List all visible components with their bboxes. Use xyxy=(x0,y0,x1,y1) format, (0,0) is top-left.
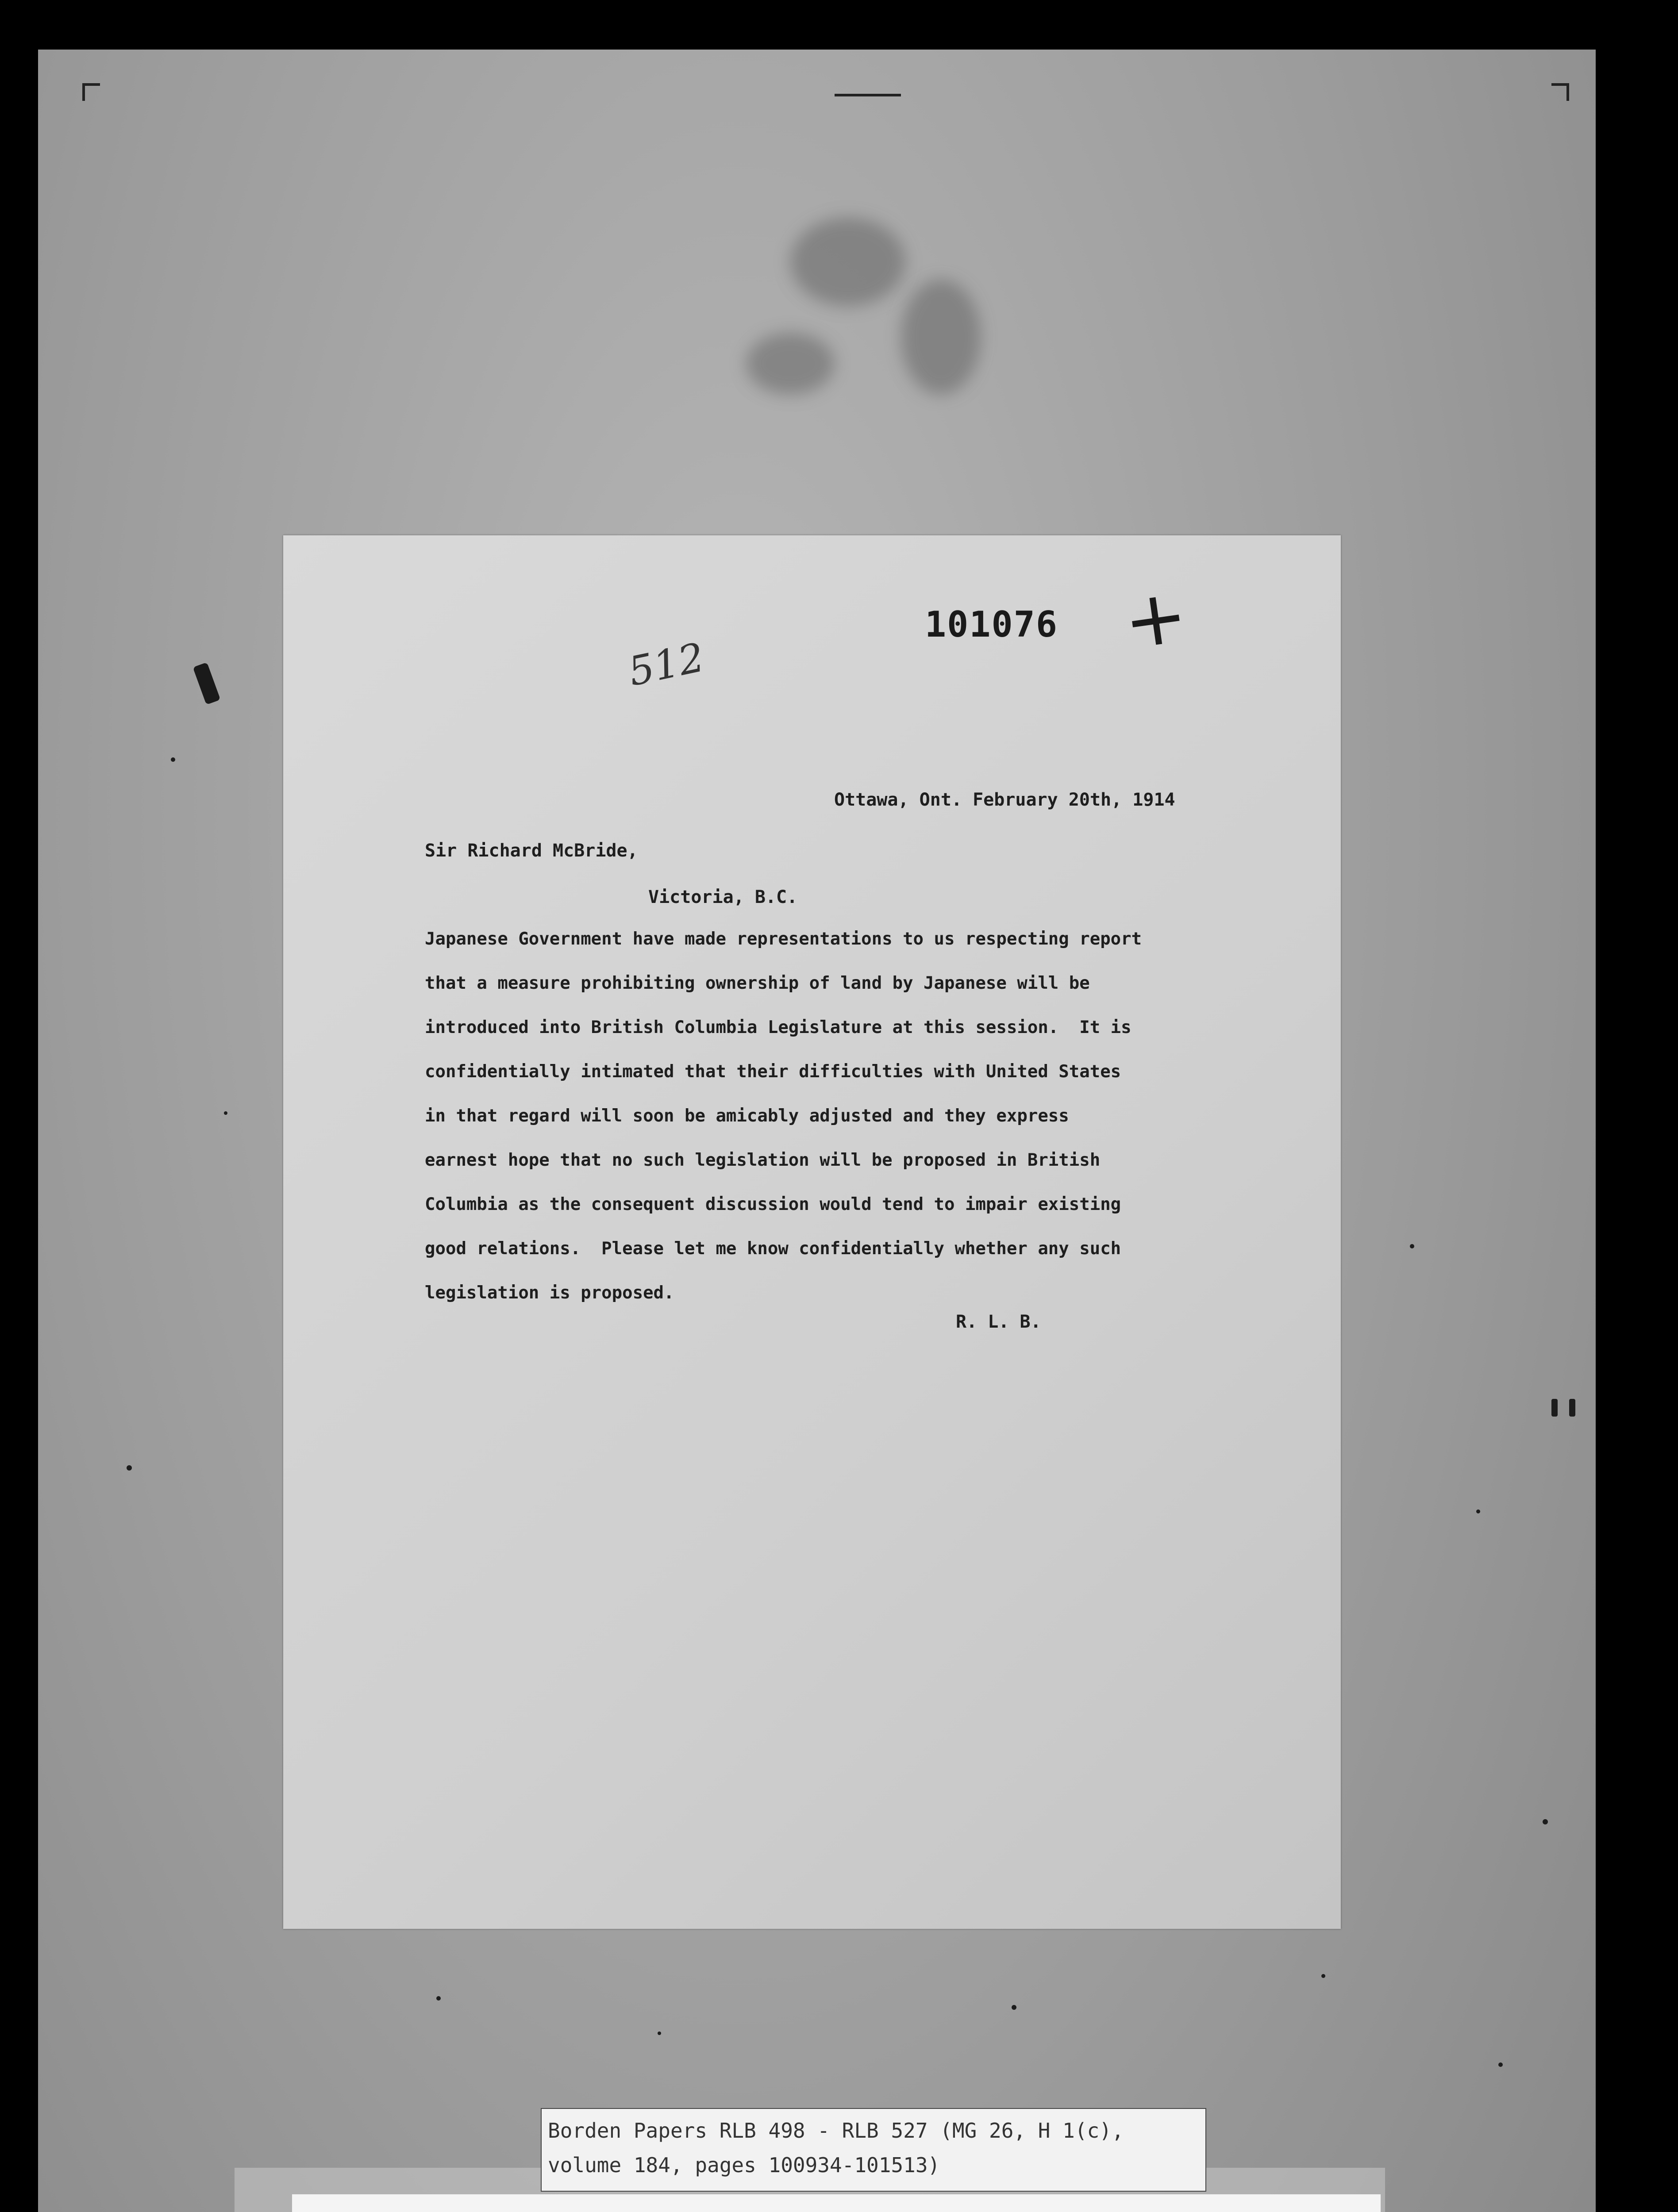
body-line: that a measure prohibiting ownership of land by Japanese will be xyxy=(425,973,1090,993)
body-line: in that regard will soon be amicably adjusted and they express xyxy=(425,1106,1069,1126)
frame-corner-mark xyxy=(1551,83,1569,101)
addressee: Sir Richard McBride, xyxy=(425,841,638,861)
caption-line: volume 184, pages 100934-101513) xyxy=(548,2153,940,2177)
film-speck xyxy=(1321,1974,1325,1978)
body-line: Japanese Government have made representations to us respecting report xyxy=(425,929,1142,949)
plus-mark: + xyxy=(1118,571,1193,667)
film-speck xyxy=(1569,1399,1575,1417)
film-speck xyxy=(1410,1244,1414,1248)
body-line: good relations. Please let me know confidentially whether any such xyxy=(425,1239,1121,1259)
body-line: earnest hope that no such legislation will be proposed in British xyxy=(425,1150,1101,1170)
signoff-initials: R. L. B. xyxy=(956,1312,1041,1332)
frame-tick-mark xyxy=(835,94,901,96)
film-speck xyxy=(658,2032,661,2035)
film-stain xyxy=(790,218,905,306)
handwritten-note: 512 xyxy=(624,634,708,695)
film-speck xyxy=(1012,2005,1016,2010)
reference-caption xyxy=(541,2108,1206,2192)
film-stain xyxy=(746,333,835,395)
film-speck xyxy=(1543,1819,1548,1824)
film-speck xyxy=(1476,1509,1480,1513)
film-speck xyxy=(1551,1399,1558,1417)
body-line: legislation is proposed. xyxy=(425,1283,674,1303)
frame-corner-mark xyxy=(82,83,100,101)
body-line: introduced into British Columbia Legislature at this session. It is xyxy=(425,1018,1131,1037)
archives-stamp xyxy=(292,2194,1381,2212)
film-stain xyxy=(901,280,981,395)
letter-page xyxy=(283,535,1341,1929)
caption-line: Borden Papers RLB 498 - RLB 527 (MG 26, H 1(c), xyxy=(548,2119,1124,2143)
film-speck xyxy=(224,1111,227,1115)
film-speck xyxy=(127,1465,132,1471)
body-line: Columbia as the consequent discussion would tend to impair existing xyxy=(425,1194,1121,1214)
dateline: Ottawa, Ont. February 20th, 1914 xyxy=(834,790,1175,810)
addressee-place: Victoria, B.C. xyxy=(648,887,798,907)
film-speck xyxy=(436,1996,441,2001)
document-number: 101076 xyxy=(925,604,1058,645)
body-line: confidentially intimated that their difficulties with United States xyxy=(425,1062,1121,1082)
film-speck xyxy=(171,757,175,762)
film-speck xyxy=(1498,2062,1503,2067)
